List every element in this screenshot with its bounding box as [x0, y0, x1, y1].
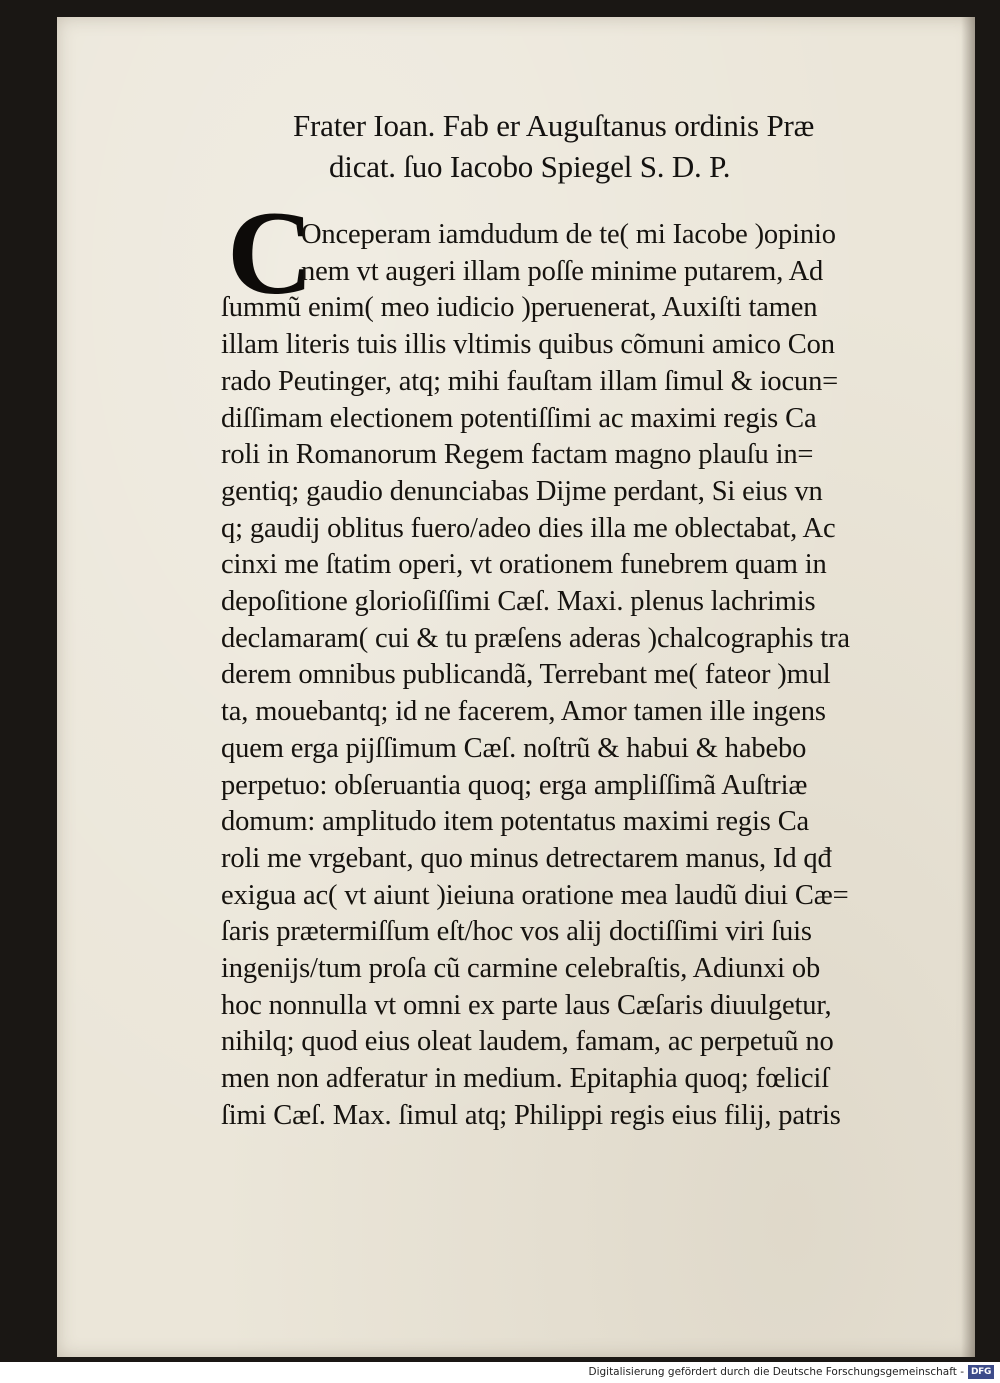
body-line: ſaris prætermiſſum eſt/hoc vos alij doctiſſimi viri ſuis — [221, 916, 812, 948]
body-line: depoſitione glorioſiſſimi Cæſ. Maxi. plenus lachrimis — [221, 586, 816, 618]
body-line: cinxi me ſtatim operi, vt orationem funebrem quam in — [221, 549, 827, 581]
body-line: domum: amplitudo item potentatus maximi regis Ca — [221, 806, 810, 838]
body-line: ta, mouebantq; id ne facerem, Amor tamen ille ingens — [221, 696, 826, 728]
body-line: ſummũ enim( meo iudicio )peruenerat, Auxiſti tamen — [221, 292, 818, 324]
body-line: quem erga pijſſimum Cæſ. noſtrũ & habui & habebo — [221, 732, 807, 764]
body-line: men non adferatur in medium. Epitaphia quoq; fœliciſ — [221, 1063, 829, 1095]
body-line: ingenijs/tum proſa cũ carmine celebraſtis, Adiunxi ob — [221, 953, 821, 985]
page-heading — [293, 105, 933, 187]
body-line: perpetuo: obſeruantia quoq; erga ampliſſimã Auſtriæ — [221, 769, 808, 801]
drop-cap: C — [227, 186, 314, 319]
page-edge-shadow — [961, 17, 975, 1357]
body-line: illam literis tuis illis vltimis quibus cõmuni amico Con — [221, 329, 835, 361]
heading-line-2: dicat. ſuo Iacobo Spiegel S. D. P. — [329, 149, 731, 184]
dfg-logo: DFG — [968, 1365, 994, 1379]
body-line: roli in Romanorum Regem factam magno plauſu in= — [221, 439, 814, 471]
funding-credit: Digitalisierung gefördert durch die Deutsche Forschungsgemeinschaft - — [588, 1366, 964, 1378]
body-line: gentiq; gaudio denunciabas Dijme perdant, Si eius vn — [221, 475, 823, 507]
body-line: hoc nonnulla vt omni ex parte laus Cæſaris diuulgetur, — [221, 989, 832, 1021]
body-line: nem vt augeri illam poſſe minime putarem, Ad — [301, 255, 824, 287]
body-line: declamaram( cui & tu præſens aderas )chalcographis tra — [221, 622, 850, 654]
body-line: exigua ac( vt aiunt )ieiuna oratione mea laudũ diui Cæ= — [221, 879, 849, 911]
body-line: q; gaudij oblitus fuero/adeo dies illa me oblectabat, Ac — [221, 512, 836, 544]
body-text — [221, 217, 941, 1135]
footer-bar — [0, 1362, 1000, 1383]
body-line: Onceperam iamdudum de te( mi Iacobe )opinio — [301, 219, 836, 250]
body-line: rado Peutinger, atq; mihi fauſtam illam ſimul & iocun= — [221, 365, 839, 397]
body-line: diſſimam electionem potentiſſimi ac maximi regis Ca — [221, 402, 817, 434]
body-line: roli me vrgebant, quo minus detrectarem manus, Id qđ — [221, 842, 832, 874]
body-line: derem omnibus publicandã, Terrebant me( fateor )mul — [221, 659, 831, 691]
body-line: nihilq; quod eius oleat laudem, famam, ac perpetuũ no — [221, 1026, 834, 1058]
body-line: ſimi Cæſ. Max. ſimul atq; Philippi regis eius filij, patris — [221, 1099, 841, 1131]
heading-line-1: Frater Ioan. Fab er Auguſtanus ordinis Præ — [293, 108, 815, 143]
book-page — [57, 17, 975, 1357]
